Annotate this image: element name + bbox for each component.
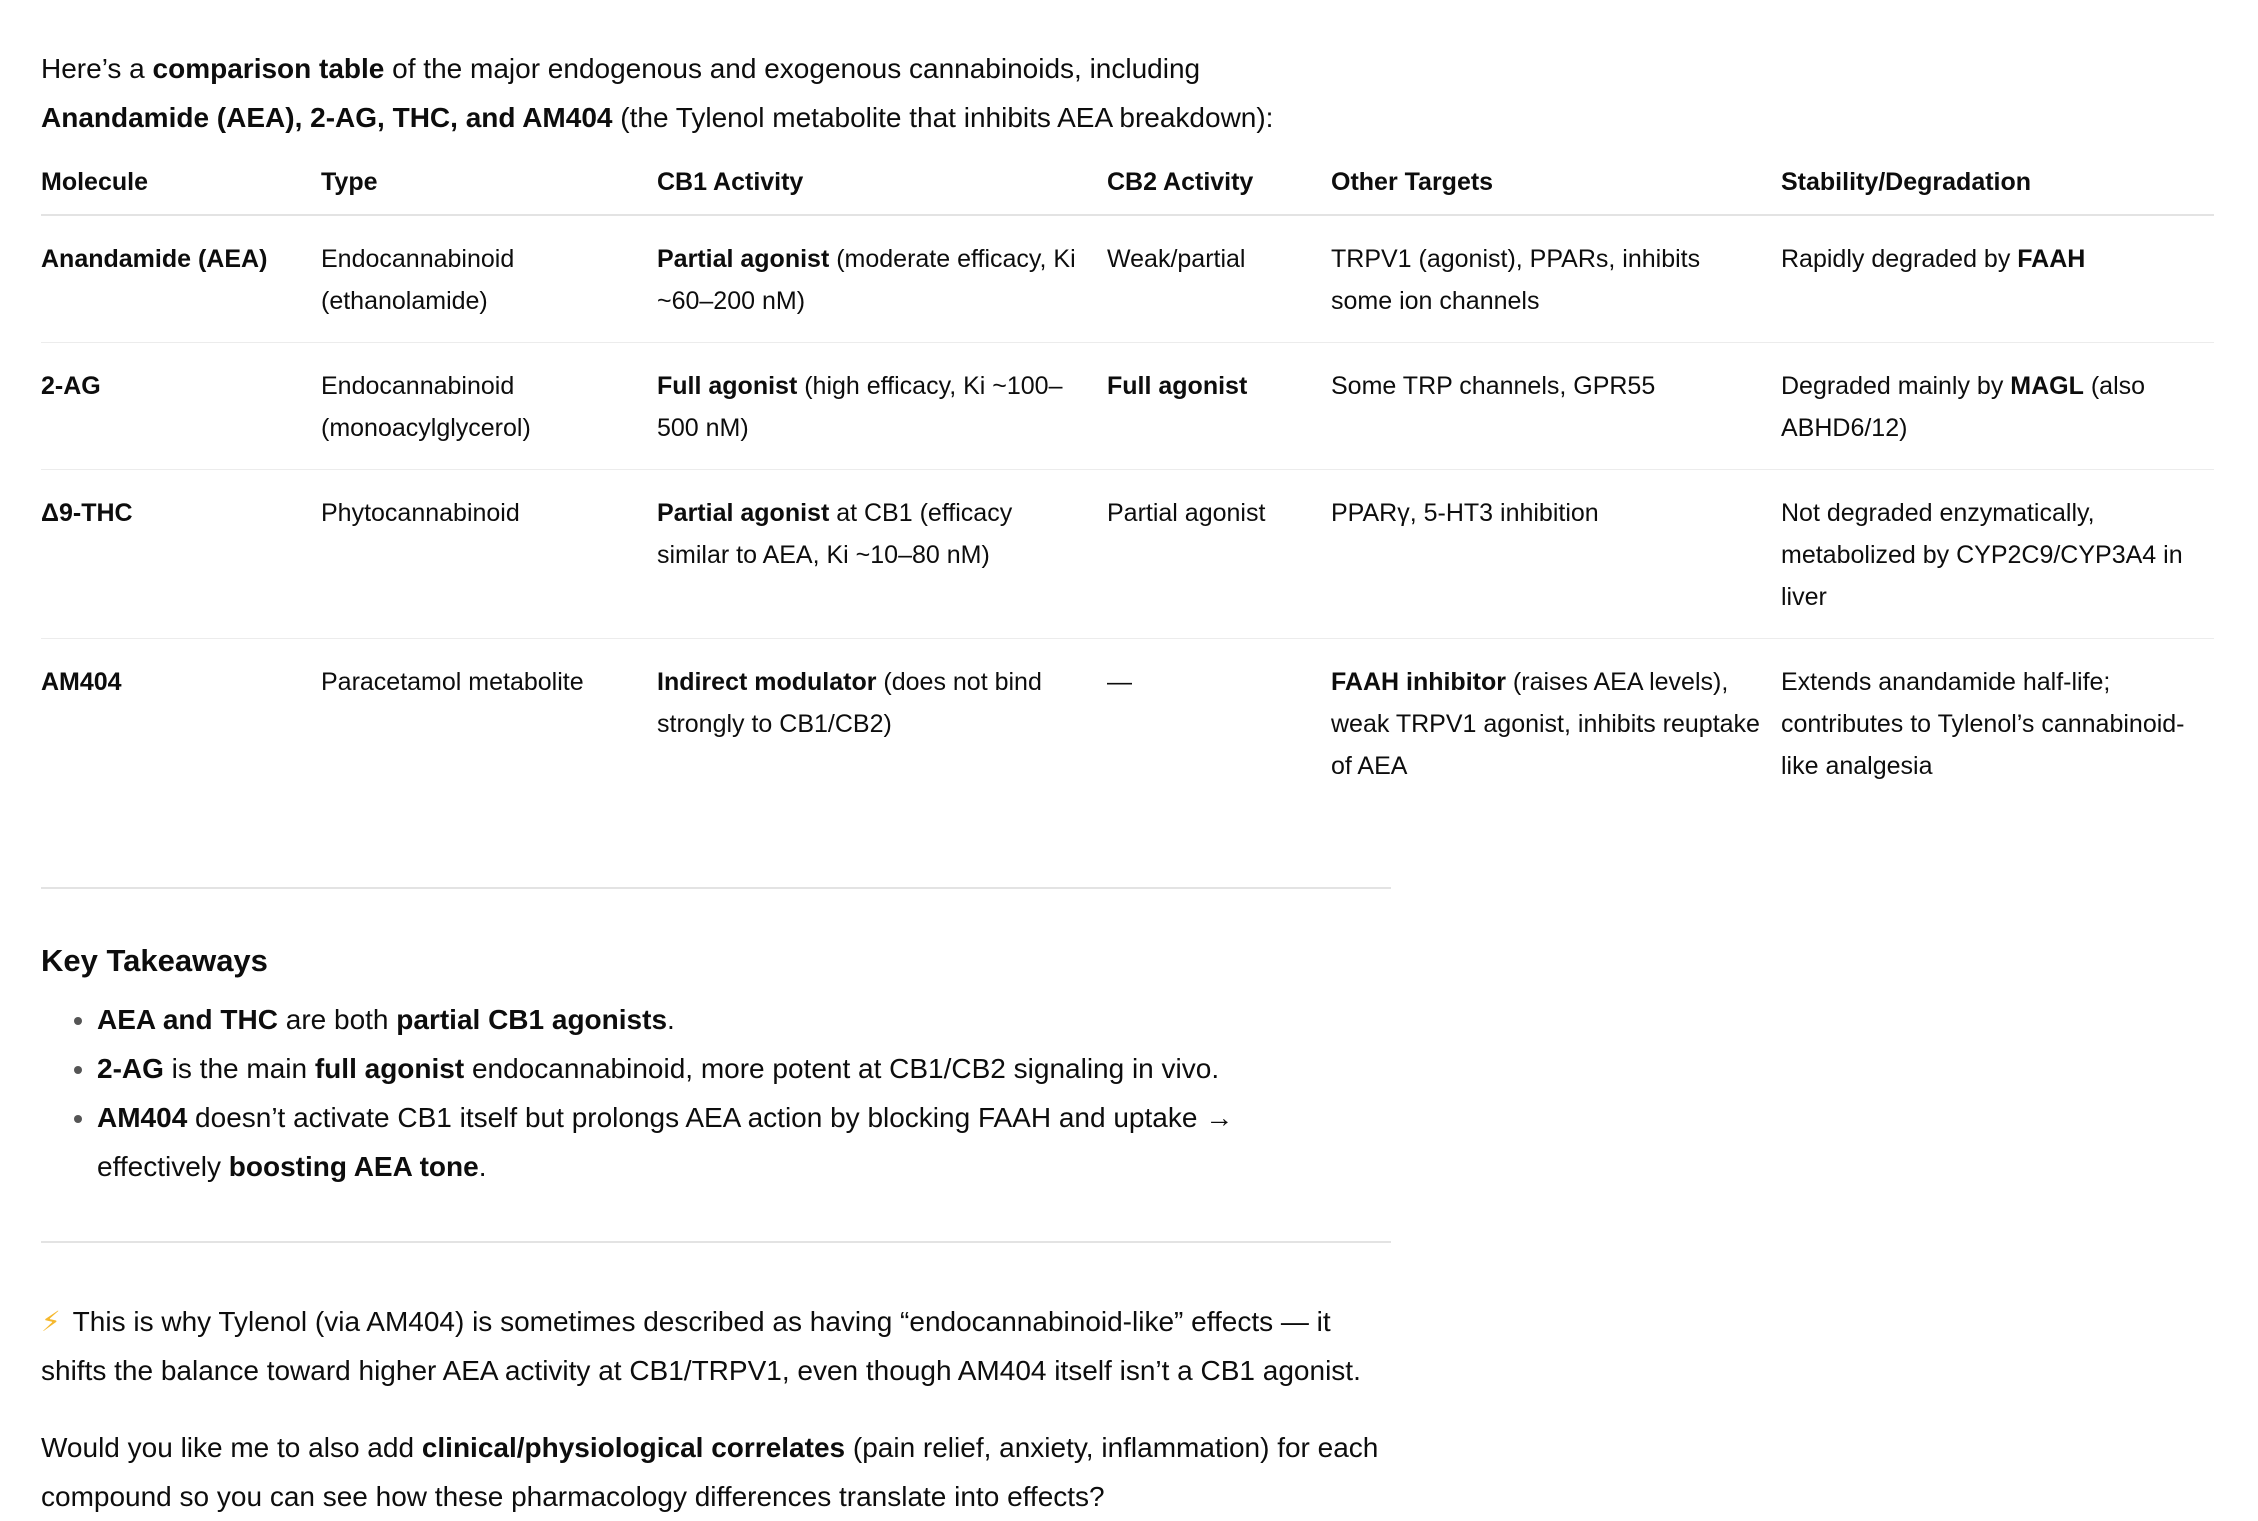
note-text: This is why Tylenol (via AM404) is sometimes described as having “endocannabinoid-like” effects — it shifts the balance toward higher AEA activity at CB1/TRPV1, even though AM404 itself isn’t a CB1 agonist. [41, 1306, 1361, 1386]
cell-stability-pre: Extends anandamide half-life; contributes to Tylenol’s cannabinoid-like analgesia [1781, 668, 2185, 780]
ask-text-1: Would you like me to also add [41, 1432, 422, 1463]
table-row [41, 470, 2214, 639]
cell-other [1331, 470, 1781, 639]
cell-stability-pre: Rapidly degraded by [1781, 245, 2018, 273]
takeaway-text: doesn’t activate CB1 itself but prolongs AEA action by blocking FAAH and uptake → effectively [97, 1102, 1234, 1182]
cell-molecule: AM404 [41, 668, 122, 696]
cell-cb2 [1107, 343, 1331, 470]
cell-cb2 [1107, 215, 1331, 343]
cell-stability-bold: MAGL [2010, 372, 2084, 400]
cell-cb1 [657, 470, 1107, 639]
takeaway-bold: 2-AG [97, 1053, 164, 1084]
intro-text-2: of the major endogenous and exogenous cannabinoids, including [384, 53, 1201, 84]
cell-other-text: PPARγ, 5-HT3 inhibition [1331, 499, 1599, 527]
cell-stability [1781, 215, 2214, 343]
takeaway-bold: boosting AEA tone [228, 1151, 479, 1182]
takeaway-text: . [478, 1151, 487, 1182]
cell-cb1 [657, 343, 1107, 470]
cell-cb1 [657, 215, 1107, 343]
intro-bold-1: comparison table [152, 53, 385, 84]
table-row [41, 343, 2214, 470]
cell-other [1331, 343, 1781, 470]
header-cb2-activity: CB2 Activity [1107, 152, 1331, 215]
takeaways-list [41, 995, 1337, 1191]
cell-cb2 [1107, 639, 1331, 808]
cell-cb2-text: Partial agonist [1107, 499, 1266, 527]
takeaway-bold: AM404 [97, 1102, 188, 1133]
cell-other-text: Some TRP channels, GPR55 [1331, 372, 1656, 400]
cell-cb1-bold: Partial agonist [657, 499, 830, 527]
cell-cb1-text: (moderate efficacy, Ki ~60–200 nM) [657, 245, 1076, 315]
cell-cb1-bold: Partial agonist [657, 245, 830, 273]
cell-cb2-text: Weak/partial [1107, 245, 1246, 273]
list-item [97, 1044, 1337, 1093]
takeaway-bold: partial CB1 agonists [396, 1004, 668, 1035]
ask-text-2: (pain relief, anxiety, inflammation) for each compound so you can see how these pharmacology differences translate into effects? [41, 1432, 1379, 1512]
table-header-row [41, 152, 2214, 215]
ask-bold: clinical/physiological correlates [421, 1432, 846, 1463]
cell-other-text: TRPV1 (agonist), PPARs, inhibits some ion channels [1331, 245, 1701, 315]
divider [41, 887, 1391, 889]
cell-molecule: Δ9-THC [41, 470, 321, 639]
cell-other [1331, 639, 1781, 808]
cell-cb2 [1107, 470, 1331, 639]
cell-cb1 [657, 639, 1107, 808]
list-item [97, 1093, 1337, 1191]
takeaway-text: is the main [163, 1053, 315, 1084]
cell-other-bold: FAAH inhibitor [1331, 668, 1506, 696]
cell-cb2-text: — [1107, 668, 1132, 696]
list-item [97, 995, 1337, 1044]
cell-stability-post: (also ABHD6/12) [1781, 372, 2146, 442]
takeaway-bold: full agonist [314, 1053, 465, 1084]
intro-bold-2: Anandamide (AEA), 2-AG, THC, and AM404 [41, 102, 613, 133]
cell-stability [1781, 470, 2214, 639]
follow-up-question [41, 1423, 1401, 1521]
cell-cb1-text: (does not bind strongly to CB1/CB2) [657, 668, 1042, 738]
table-row [41, 639, 2214, 808]
cell-other [1331, 215, 1781, 343]
takeaway-text: are both [277, 1004, 397, 1035]
intro-text-3: (the Tylenol metabolite that inhibits AEA breakdown): [612, 102, 1274, 133]
cell-cb2-bold: Full agonist [1107, 372, 1248, 400]
cell-type: Endocannabinoid (monoacylglycerol) [321, 343, 657, 470]
comparison-table [41, 152, 2214, 807]
cell-cb1-text: (high efficacy, Ki ~100–500 nM) [657, 372, 1063, 442]
cell-stability [1781, 343, 2214, 470]
cell-molecule: 2-AG [41, 343, 321, 470]
takeaway-text: . [667, 1004, 675, 1035]
header-other-targets: Other Targets [1331, 152, 1781, 215]
takeaway-text: endocannabinoid, more potent at CB1/CB2 signaling in vivo. [464, 1053, 1220, 1084]
cell-stability [1781, 639, 2214, 808]
cell-stability-pre: Degraded mainly by [1781, 372, 2011, 400]
intro-text-1: Here’s a [41, 53, 153, 84]
cell-type: Endocannabinoid (ethanolamide) [321, 215, 657, 343]
takeaway-bold: AEA and THC [97, 1004, 278, 1035]
cell-other-text: (raises AEA levels), weak TRPV1 agonist, inhibits reuptake of AEA [1331, 668, 1760, 780]
cell-stability-pre: Not degraded enzymatically, metabolized by CYP2C9/CYP3A4 in liver [1781, 499, 2183, 611]
cell-cb1-text: at CB1 (efficacy similar to AEA, Ki ~10–80 nM) [657, 499, 1013, 569]
table-row [41, 215, 2214, 343]
divider [41, 1241, 1391, 1243]
cell-molecule: Anandamide (AEA) [41, 215, 321, 343]
cell-type: Phytocannabinoid [321, 470, 657, 639]
header-stability: Stability/Degradation [1781, 152, 2214, 215]
intro-paragraph [41, 44, 2217, 142]
note-paragraph [41, 1297, 1401, 1395]
cell-cb1-bold: Indirect modulator [657, 668, 877, 696]
cell-stability-bold: FAAH [2017, 245, 2086, 273]
header-type: Type [321, 152, 657, 215]
header-molecule: Molecule [41, 152, 321, 215]
header-cb1-activity: CB1 Activity [657, 152, 1107, 215]
lightning-icon: ⚡ [41, 1306, 61, 1337]
cell-cb1-bold: Full agonist [657, 372, 798, 400]
key-takeaways-heading: Key Takeaways [41, 943, 268, 978]
cell-type: Paracetamol metabolite [321, 668, 584, 696]
